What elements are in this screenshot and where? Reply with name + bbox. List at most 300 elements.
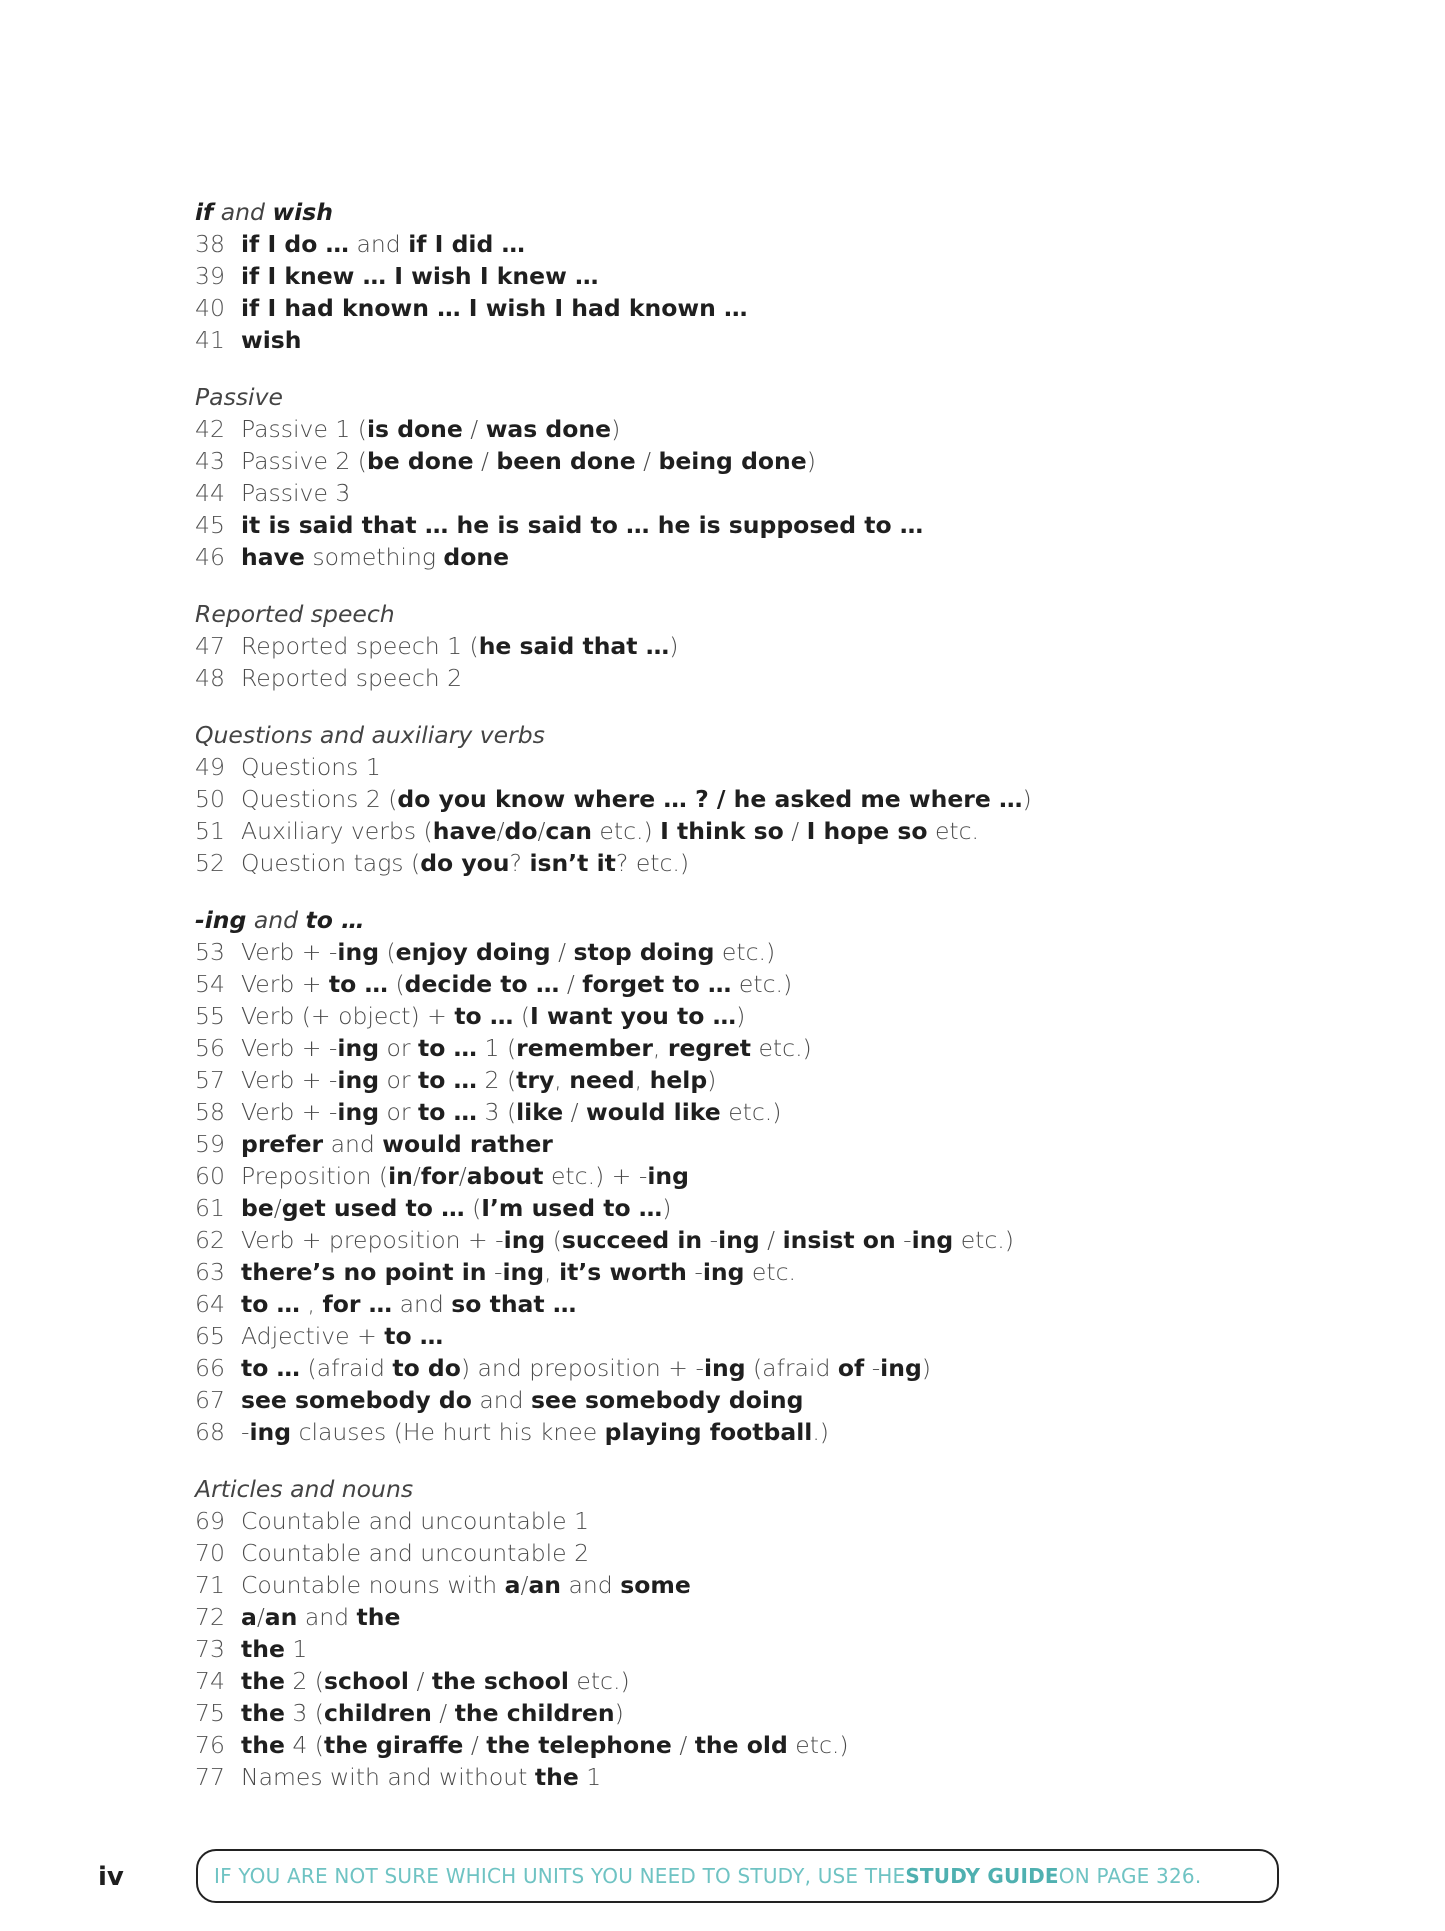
unit-entry[interactable] [195,413,1295,445]
unit-entry[interactable] [195,1601,1295,1633]
unit-title-segment: ) [669,632,679,660]
unit-title-segment: the school [431,1667,569,1695]
unit-entry[interactable] [195,1416,1295,1448]
unit-title-segment: for [420,1162,459,1190]
unit-title [241,445,816,477]
unit-title [241,228,525,260]
unit-title [241,1064,716,1096]
unit-title [241,1384,803,1416]
unit-title-segment: some [620,1571,691,1599]
section-title [195,904,1295,936]
unit-title-segment: to … [418,1034,478,1062]
unit-title-segment: do you know where … ? / he asked me where … [397,785,1023,813]
unit-title-segment: / [273,1194,282,1222]
unit-title-segment: 2 ( [477,1066,517,1094]
unit-title-segment: the [241,1699,285,1727]
unit-title-segment: and [471,1386,532,1414]
unit-title-segment: / [496,817,505,845]
unit-title-segment: Questions 2 ( [241,785,398,813]
unit-title [241,1665,630,1697]
section-title-segment: wish [272,198,333,226]
unit-title-segment: / [256,1603,265,1631]
unit-title-segment: etc.) [591,817,661,845]
unit-title-segment: about [466,1162,544,1190]
study-guide-link-text: STUDY GUIDE [905,1864,1059,1888]
section-title-segment: and [213,198,273,226]
unit-number: 68 [195,1418,225,1446]
unit-entry[interactable] [195,1160,1295,1192]
unit-number: 55 [195,1002,225,1030]
unit-entry[interactable] [195,936,1295,968]
unit-number: 44 [195,479,225,507]
unit-number: 48 [195,664,225,692]
unit-number: 63 [195,1258,225,1286]
unit-title [241,1224,1014,1256]
unit-entry[interactable] [195,1320,1295,1352]
unit-title-segment: to … [418,1098,478,1126]
unit-title-segment: Reported speech 2 [241,664,463,692]
unit-number: 65 [195,1322,225,1350]
unit-entry[interactable] [195,1096,1295,1128]
unit-title-segment: / [431,1699,455,1727]
unit-title [241,1288,576,1320]
unit-entry[interactable] [195,541,1295,573]
unit-title-segment: 2 ( [284,1667,324,1695]
unit-title-segment: help [649,1066,708,1094]
unit-title-segment: , [652,1034,668,1062]
unit-entry[interactable] [195,477,1295,509]
unit-number: 49 [195,753,225,781]
unit-title-segment: an [528,1571,562,1599]
unit-title-segment: the [241,1635,285,1663]
unit-title-segment: 4 ( [284,1731,324,1759]
unit-title [241,968,792,1000]
unit-entry[interactable] [195,751,1295,783]
unit-title-segment: (afraid [300,1354,393,1382]
unit-number: 54 [195,970,225,998]
unit-title-segment: ? [509,849,530,877]
unit-number: 59 [195,1130,225,1158]
unit-title-segment: Names with and without [241,1763,535,1791]
unit-title-segment: succeed in [561,1226,703,1254]
section-title [195,196,1295,228]
unit-title-segment: to … [241,1290,301,1318]
unit-entry[interactable] [195,509,1295,541]
unit-number: 61 [195,1194,225,1222]
unit-title-segment: to do [392,1354,461,1382]
unit-title-segment: / [559,970,583,998]
unit-title-segment: / [537,817,546,845]
unit-number: 74 [195,1667,225,1695]
unit-title-segment: / [473,447,497,475]
toc-section [195,904,1295,1448]
unit-number: 70 [195,1539,225,1567]
unit-title-segment: - [702,1226,719,1254]
unit-title-segment: would like [586,1098,721,1126]
unit-number: 60 [195,1162,225,1190]
unit-title-segment: ing [337,1098,380,1126]
unit-title-segment: 3 ( [477,1098,517,1126]
unit-title-segment: I hope so [806,817,928,845]
unit-entry[interactable] [195,783,1295,815]
unit-title [241,1505,589,1537]
unit-entry[interactable] [195,1256,1295,1288]
unit-title [241,1697,624,1729]
unit-title-segment: forget to … [582,970,732,998]
unit-title-segment: - [486,1258,503,1286]
unit-title-segment: enjoy doing [395,938,551,966]
unit-number: 75 [195,1699,225,1727]
unit-title-segment: ing [337,938,380,966]
unit-title-segment: ing [702,1258,745,1286]
section-title-segment: Reported speech [195,600,395,628]
unit-title-segment: an [264,1603,298,1631]
unit-title-segment: the giraffe [323,1731,464,1759]
unit-title-segment: etc.) + - [543,1162,648,1190]
study-guide-note-pre: IF YOU ARE NOT SURE WHICH UNITS YOU NEED TO STUDY, USE THE [214,1864,906,1888]
unit-title-segment: ing [249,1418,292,1446]
unit-title-segment: ) [707,1066,717,1094]
unit-title [241,1633,307,1665]
unit-title-segment: insist on [782,1226,896,1254]
unit-title-segment: would rather [382,1130,553,1158]
unit-title-segment: / [463,1731,487,1759]
unit-title-segment: ) [736,1002,746,1030]
unit-entry[interactable] [195,260,1295,292]
unit-entry[interactable] [195,1384,1295,1416]
unit-title-segment: it is said that … he is said to … he is supposed to … [241,511,924,539]
unit-title [241,662,462,694]
unit-entry[interactable] [195,1761,1295,1793]
unit-title-segment: and [349,230,409,258]
unit-title-segment: something [304,543,444,571]
unit-title-segment: - [686,1258,703,1286]
unit-number: 41 [195,326,225,354]
unit-entry[interactable] [195,1697,1295,1729]
unit-entry[interactable] [195,1633,1295,1665]
unit-title-segment: decide to … [404,970,560,998]
unit-title-segment: / [783,817,807,845]
unit-title [241,1096,781,1128]
unit-title-segment: - [864,1354,881,1382]
unit-title-segment: ) [614,1699,624,1727]
unit-title-segment: I want you to … [530,1002,737,1030]
unit-title-segment: (afraid [745,1354,838,1382]
unit-title [241,413,620,445]
unit-number: 67 [195,1386,225,1414]
unit-title-segment: to … [328,970,388,998]
unit-title [241,783,1032,815]
unit-title-segment: Countable nouns with [241,1571,505,1599]
unit-title-segment: ing [911,1226,954,1254]
unit-entry[interactable] [195,1288,1295,1320]
unit-entry[interactable] [195,445,1295,477]
toc-section [195,598,1295,694]
unit-title-segment: Countable and uncountable 2 [241,1539,590,1567]
unit-title-segment: if I did … [408,230,525,258]
unit-title-segment: ing [337,1034,380,1062]
unit-title-segment: be [241,1194,274,1222]
unit-title-segment: Passive 1 ( [241,415,367,443]
unit-title [241,541,509,573]
unit-entry[interactable] [195,228,1295,260]
unit-number: 71 [195,1571,225,1599]
unit-title-segment: / [458,1162,467,1190]
unit-title-segment: ) [662,1194,672,1222]
unit-title-segment: and [323,1130,383,1158]
unit-title [241,1537,589,1569]
unit-title-segment: ing [880,1354,922,1382]
unit-title-segment: the [241,1667,285,1695]
unit-title-segment: if I knew … I wish I knew … [241,262,599,290]
unit-title-segment: the children [454,1699,615,1727]
unit-title [241,260,598,292]
unit-title-segment: ( [379,938,396,966]
section-title-segment: and [246,906,306,934]
unit-title-segment: Passive 2 ( [241,447,367,475]
unit-title-segment: Preposition ( [241,1162,389,1190]
unit-title-segment: / [520,1571,529,1599]
unit-title-segment: have [432,817,497,845]
unit-title-segment: , [544,1258,560,1286]
unit-title-segment: to … [384,1322,444,1350]
unit-title-segment: Verb + - [241,1098,338,1126]
section-title-segment: to … [305,906,365,934]
unit-title-segment: prefer [241,1130,324,1158]
unit-title-segment: or [379,1098,418,1126]
unit-title-segment: ) [1022,785,1032,813]
unit-entry[interactable] [195,662,1295,694]
section-title-segment: if [195,198,214,226]
unit-title-segment: the old [694,1731,788,1759]
unit-title-segment: so that … [451,1290,577,1318]
unit-title-segment: etc.) [953,1226,1014,1254]
unit-title-segment: I’m used to … [481,1194,663,1222]
unit-entry[interactable] [195,324,1295,356]
unit-title-segment: the [356,1603,401,1631]
unit-entry[interactable] [195,1729,1295,1761]
unit-title-segment: ? etc.) [615,849,690,877]
unit-title-segment: to … [418,1066,478,1094]
unit-title-segment: can [545,817,592,845]
unit-entry[interactable] [195,630,1295,662]
unit-title-segment: he said that … [478,632,670,660]
unit-entry[interactable] [195,1505,1295,1537]
unit-number: 76 [195,1731,225,1759]
unit-title-segment: ( [545,1226,562,1254]
unit-number: 77 [195,1763,225,1791]
unit-title-segment: Verb + preposition + - [241,1226,504,1254]
unit-title-segment: of [837,1354,865,1382]
unit-title-segment: / [462,415,486,443]
unit-number: 42 [195,415,225,443]
unit-title-segment: / [412,1162,421,1190]
unit-number: 40 [195,294,225,322]
unit-title [241,292,748,324]
unit-title [241,477,350,509]
unit-title-segment: Countable and uncountable 1 [241,1507,590,1535]
unit-number: 38 [195,230,225,258]
unit-title-segment: ing [703,1354,746,1382]
unit-title-segment: / [408,1667,432,1695]
unit-title-segment: or [379,1034,418,1062]
unit-title-segment: remember [516,1034,653,1062]
unit-title-segment: etc.) [714,938,776,966]
unit-entry[interactable] [195,1224,1295,1256]
unit-title-segment: to … [241,1354,301,1382]
unit-title-segment: get used to … [281,1194,465,1222]
unit-entry[interactable] [195,1352,1295,1384]
unit-number: 45 [195,511,225,539]
unit-title-segment: Adjective + [241,1322,385,1350]
section-title-segment: Articles and nouns [195,1475,414,1503]
unit-title-segment: Verb + - [241,938,338,966]
unit-title-segment: school [323,1667,409,1695]
unit-title-segment: the telephone [486,1731,672,1759]
unit-title-segment: Verb + - [241,1034,338,1062]
unit-number: 73 [195,1635,225,1663]
unit-title [241,1352,931,1384]
section-title-segment: -ing [195,906,247,934]
section-title [195,1473,1295,1505]
section-title-segment: Passive [195,383,283,411]
unit-title-segment: ) and preposition + - [460,1354,704,1382]
unit-number: 64 [195,1290,225,1318]
unit-title-segment: do you [420,849,510,877]
unit-title-segment: etc.) [731,970,793,998]
unit-title-segment: done [443,543,510,571]
unit-title-segment: if I had known … I wish I had known … [241,294,748,322]
unit-title-segment: etc. [927,817,980,845]
unit-number: 51 [195,817,225,845]
unit-title-segment: ) [806,447,816,475]
unit-title-segment: Questions 1 [241,753,381,781]
unit-number: 43 [195,447,225,475]
unit-title-segment: to … [454,1002,514,1030]
section-title-segment: Questions and auxiliary verbs [195,721,545,749]
unit-title-segment: being done [658,447,807,475]
unit-title-segment: etc.) [720,1098,782,1126]
unit-entry[interactable] [195,1064,1295,1096]
unit-title [241,1761,601,1793]
unit-title-segment: , [554,1066,570,1094]
unit-title-segment: , [300,1290,323,1318]
unit-entry[interactable] [195,1665,1295,1697]
unit-title-segment: ing [502,1258,545,1286]
unit-entry[interactable] [195,968,1295,1000]
unit-title-segment: the [534,1763,579,1791]
unit-title [241,751,381,783]
unit-entry[interactable] [195,1000,1295,1032]
section-title [195,381,1295,413]
unit-title-segment: / [550,938,574,966]
unit-number: 56 [195,1034,225,1062]
unit-title-segment: ) [611,415,621,443]
unit-number: 62 [195,1226,225,1254]
unit-title-segment: playing football [604,1418,813,1446]
unit-title [241,1000,745,1032]
unit-title [241,1569,691,1601]
page-number: iv [98,1862,124,1892]
unit-title [241,1256,796,1288]
section-title [195,719,1295,751]
unit-entry[interactable] [195,815,1295,847]
unit-title-segment: ing [647,1162,689,1190]
unit-number: 58 [195,1098,225,1126]
unit-title [241,630,678,662]
unit-number: 69 [195,1507,225,1535]
unit-title-segment: and [297,1603,357,1631]
unit-title-segment: 1 [578,1763,602,1791]
unit-number: 39 [195,262,225,290]
unit-title [241,847,689,879]
unit-number: 57 [195,1066,225,1094]
unit-entry[interactable] [195,1128,1295,1160]
unit-title-segment: wish [241,326,302,354]
unit-title-segment: for … [322,1290,393,1318]
unit-title-segment: / [635,447,659,475]
unit-title-segment: regret [667,1034,751,1062]
unit-title-segment: Question tags ( [241,849,421,877]
unit-title-segment: is done [366,415,463,443]
unit-title-segment: Verb (+ object) + [241,1002,455,1030]
unit-title-segment: a [504,1571,521,1599]
unit-title [241,1729,849,1761]
unit-title-segment: Reported speech 1 ( [241,632,479,660]
toc-section [195,719,1295,879]
unit-title-segment: it’s worth [559,1258,687,1286]
unit-title-segment: Auxiliary verbs ( [241,817,433,845]
unit-title-segment: 1 [284,1635,308,1663]
unit-title [241,936,775,968]
toc-section [195,381,1295,573]
unit-entry[interactable] [195,292,1295,324]
unit-entry[interactable] [195,847,1295,879]
unit-title-segment: there’s no point in [241,1258,487,1286]
unit-title-segment: need [569,1066,635,1094]
section-title [195,598,1295,630]
toc-section [195,196,1295,356]
unit-title [241,815,979,847]
unit-entry[interactable] [195,1569,1295,1601]
unit-title [241,509,923,541]
unit-title-segment: do [504,817,538,845]
unit-title-segment: - [895,1226,912,1254]
unit-entry[interactable] [195,1192,1295,1224]
unit-title [241,1320,443,1352]
unit-title [241,1601,400,1633]
unit-title-segment: ( [464,1194,482,1222]
unit-entry[interactable] [195,1032,1295,1064]
unit-title [241,1192,671,1224]
unit-title-segment: etc.) [568,1667,630,1695]
unit-entry[interactable] [195,1537,1295,1569]
unit-title-segment: and [561,1571,621,1599]
unit-title [241,1416,829,1448]
unit-title-segment: 3 ( [284,1699,324,1727]
table-of-contents [195,196,1295,1818]
unit-number: 53 [195,938,225,966]
unit-title-segment: etc. [744,1258,796,1286]
unit-title-segment: see somebody doing [531,1386,804,1414]
unit-title [241,1032,812,1064]
unit-title-segment: stop doing [573,938,715,966]
study-guide-note-post: ON PAGE 326. [1058,1864,1202,1888]
unit-title-segment: be done [366,447,474,475]
unit-title-segment: have [241,543,305,571]
unit-title-segment: Passive 3 [241,479,351,507]
unit-title-segment: a [241,1603,257,1631]
